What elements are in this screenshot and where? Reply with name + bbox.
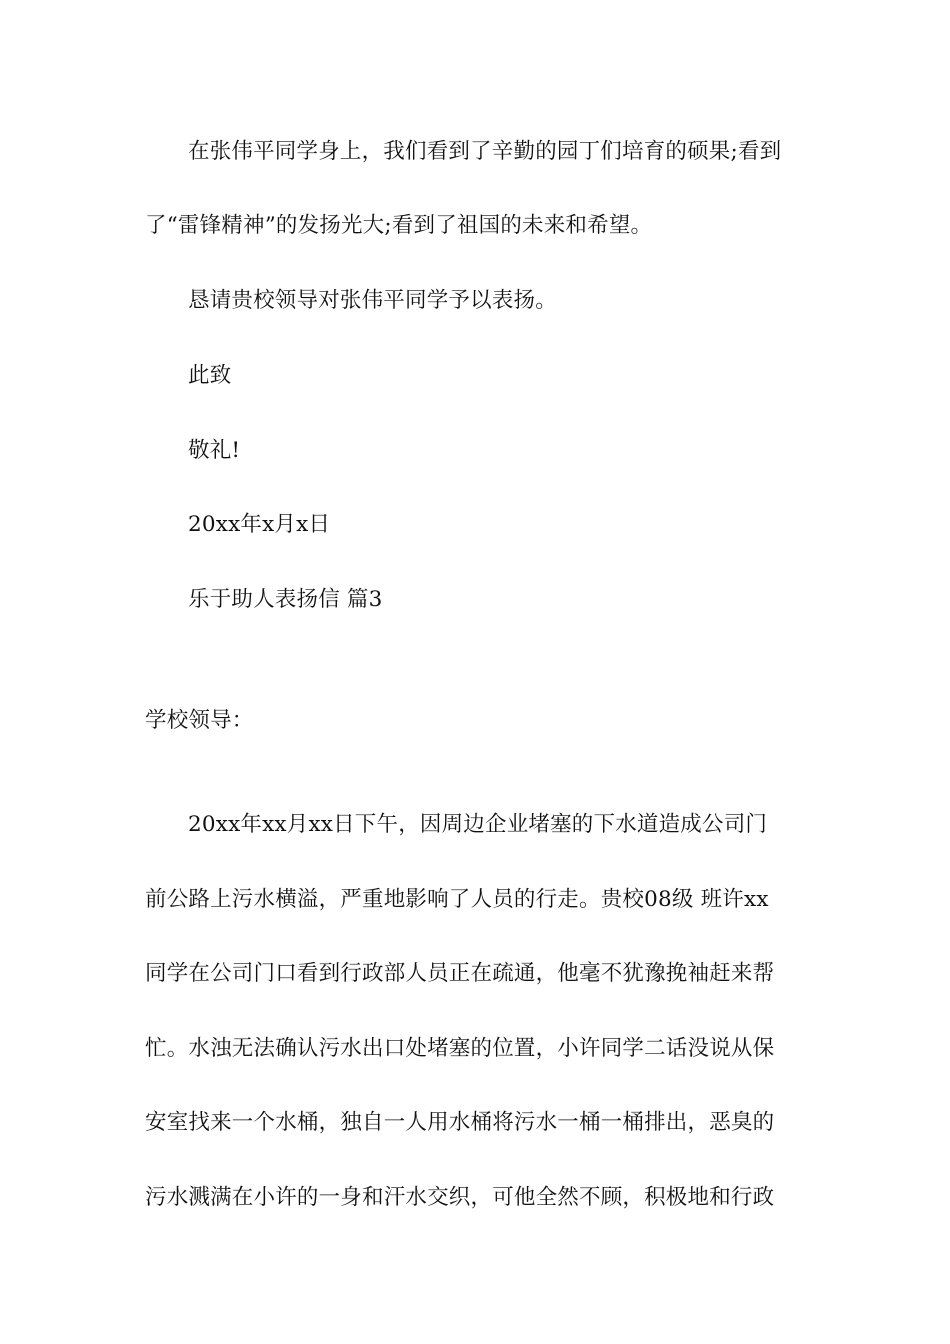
paragraph-2-line-6: 污水溅满在小许的一身和汗水交织，可他全然不顾，积极地和行政 [145, 1185, 775, 1210]
paragraph-2-line-1: 20xx年xx月xx日下午，因周边企业堵塞的下水道造成公司门 [188, 812, 768, 837]
paragraph-1-line-1: 在张伟平同学身上，我们看到了辛勤的园丁们培育的硕果;看到 [188, 139, 782, 164]
closing-line-1: 此致 [188, 363, 232, 388]
section-title: 乐于助人表扬信 篇3 [188, 587, 383, 612]
closing-line-2: 敬礼! [188, 438, 241, 463]
paragraph-2-line-3: 同学在公司门口看到行政部人员正在疏通，他毫不犹豫挽袖赶来帮 [145, 961, 775, 986]
paragraph-1-line-2: 了“雷锋精神”的发扬光大;看到了祖国的未来和希望。 [145, 213, 653, 238]
salutation: 学校领导： [145, 708, 254, 733]
paragraph-2-line-4: 忙。水浊无法确认污水出口处堵塞的位置，小许同学二话没说从保 [145, 1036, 775, 1061]
date-line: 20xx年x月x日 [188, 512, 331, 537]
request-line: 恳请贵校领导对张伟平同学予以表扬。 [188, 288, 557, 313]
paragraph-2-line-2: 前公路上污水横溢，严重地影响了人员的行走。贵校08级 班许xx [145, 887, 769, 912]
paragraph-2-line-5: 安室找来一个水桶，独自一人用水桶将污水一桶一桶排出，恶臭的 [145, 1110, 775, 1135]
